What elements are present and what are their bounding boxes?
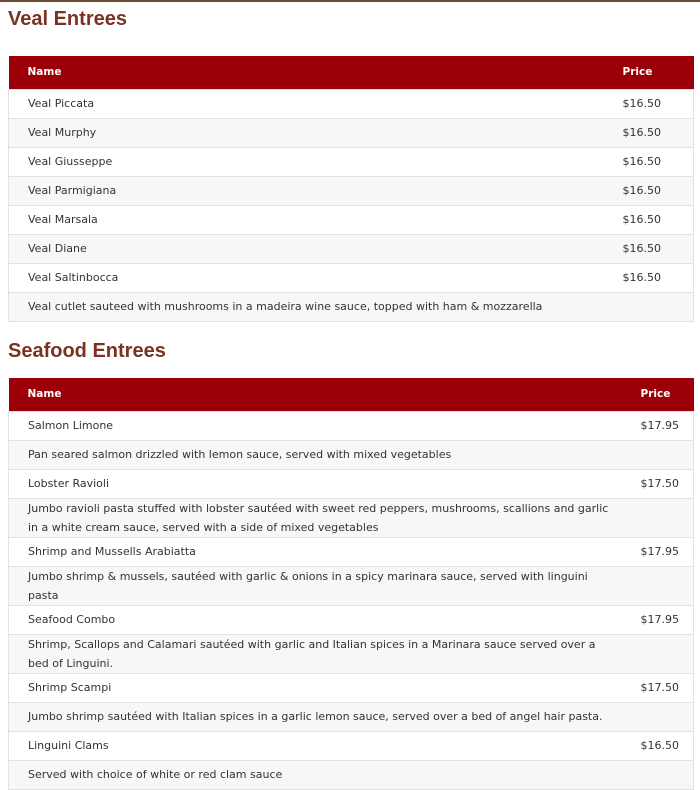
- menu-item-description: Veal cutlet sauteed with mushrooms in a madeira wine sauce, topped with ham & mozzarella: [9, 292, 694, 321]
- menu-item-row: [9, 205, 694, 234]
- section-title-seafood: Seafood Entrees: [8, 340, 166, 362]
- menu-item-name: Shrimp Scampi: [9, 673, 641, 702]
- menu-item-row: [9, 147, 694, 176]
- menu-item-description-row: [9, 292, 694, 321]
- menu-item-name: Veal Marsala: [9, 205, 623, 234]
- column-header-price: Price: [641, 378, 694, 411]
- menu-item-row: [9, 731, 694, 760]
- menu-item-name: Lobster Ravioli: [9, 469, 641, 498]
- menu-item-price: $16.50: [623, 176, 694, 205]
- menu-item-price: $17.50: [641, 469, 694, 498]
- menu-item-row: [9, 89, 694, 118]
- column-header-name: Name: [9, 378, 641, 411]
- menu-item-name: Salmon Limone: [9, 411, 641, 440]
- menu-item-description-row: [9, 634, 694, 673]
- column-header-name: Name: [9, 56, 623, 89]
- menu-item-name: Veal Giusseppe: [9, 147, 623, 176]
- menu-item-description: Jumbo shrimp & mussels, sautéed with garlic & onions in a spicy marinara sauce, served with linguini pasta: [9, 566, 694, 605]
- menu-item-name: Veal Saltinbocca: [9, 263, 623, 292]
- menu-item-name: Veal Parmigiana: [9, 176, 623, 205]
- menu-item-row: [9, 605, 694, 634]
- menu-item-description-row: [9, 566, 694, 605]
- menu-item-row: [9, 234, 694, 263]
- menu-item-price: $16.50: [623, 118, 694, 147]
- menu-item-price: $16.50: [623, 205, 694, 234]
- menu-item-name: Shrimp and Mussells Arabiatta: [9, 537, 641, 566]
- menu-item-name: Seafood Combo: [9, 605, 641, 634]
- menu-item-description-row: [9, 498, 694, 537]
- menu-item-name: Veal Diane: [9, 234, 623, 263]
- menu-item-description: Jumbo ravioli pasta stuffed with lobster sautéed with sweet red peppers, mushrooms, scallions and garlic in a white cream sauce, served with a side of mixed vegetables: [9, 498, 694, 537]
- menu-item-price: $17.95: [641, 605, 694, 634]
- veal-menu-table: [8, 56, 694, 322]
- column-header-price: Price: [623, 56, 694, 89]
- menu-item-description: Jumbo shrimp sautéed with Italian spices in a garlic lemon sauce, served over a bed of angel hair pasta.: [9, 702, 694, 731]
- menu-item-price: $17.50: [641, 673, 694, 702]
- menu-item-name: Linguini Clams: [9, 731, 641, 760]
- table-header-row: [9, 56, 694, 89]
- menu-item-price: $16.50: [623, 147, 694, 176]
- menu-item-price: $16.50: [623, 234, 694, 263]
- menu-item-row: [9, 673, 694, 702]
- menu-item-row: [9, 537, 694, 566]
- menu-item-description: Served with choice of white or red clam sauce: [9, 760, 694, 789]
- menu-item-price: $17.95: [641, 537, 694, 566]
- menu-item-description: Shrimp, Scallops and Calamari sautéed with garlic and Italian spices in a Marinara sauce served over a bed of Linguini.: [9, 634, 694, 673]
- seafood-menu-table: [8, 378, 694, 790]
- seafood-table-body: [9, 411, 694, 789]
- veal-table-body: [9, 89, 694, 321]
- menu-item-description: Pan seared salmon drizzled with lemon sauce, served with mixed vegetables: [9, 440, 694, 469]
- table-header-row: [9, 378, 694, 411]
- menu-item-description-row: [9, 760, 694, 789]
- menu-item-description-row: [9, 440, 694, 469]
- menu-item-name: Veal Murphy: [9, 118, 623, 147]
- menu-item-row: [9, 118, 694, 147]
- menu-item-price: $17.95: [641, 411, 694, 440]
- menu-item-row: [9, 263, 694, 292]
- top-divider: [0, 0, 700, 2]
- menu-item-price: $16.50: [623, 263, 694, 292]
- section-title-veal: Veal Entrees: [8, 8, 127, 30]
- menu-item-name: Veal Piccata: [9, 89, 623, 118]
- menu-item-row: [9, 411, 694, 440]
- menu-item-row: [9, 469, 694, 498]
- menu-item-row: [9, 176, 694, 205]
- menu-item-price: $16.50: [641, 731, 694, 760]
- menu-item-price: $16.50: [623, 89, 694, 118]
- menu-item-description-row: [9, 702, 694, 731]
